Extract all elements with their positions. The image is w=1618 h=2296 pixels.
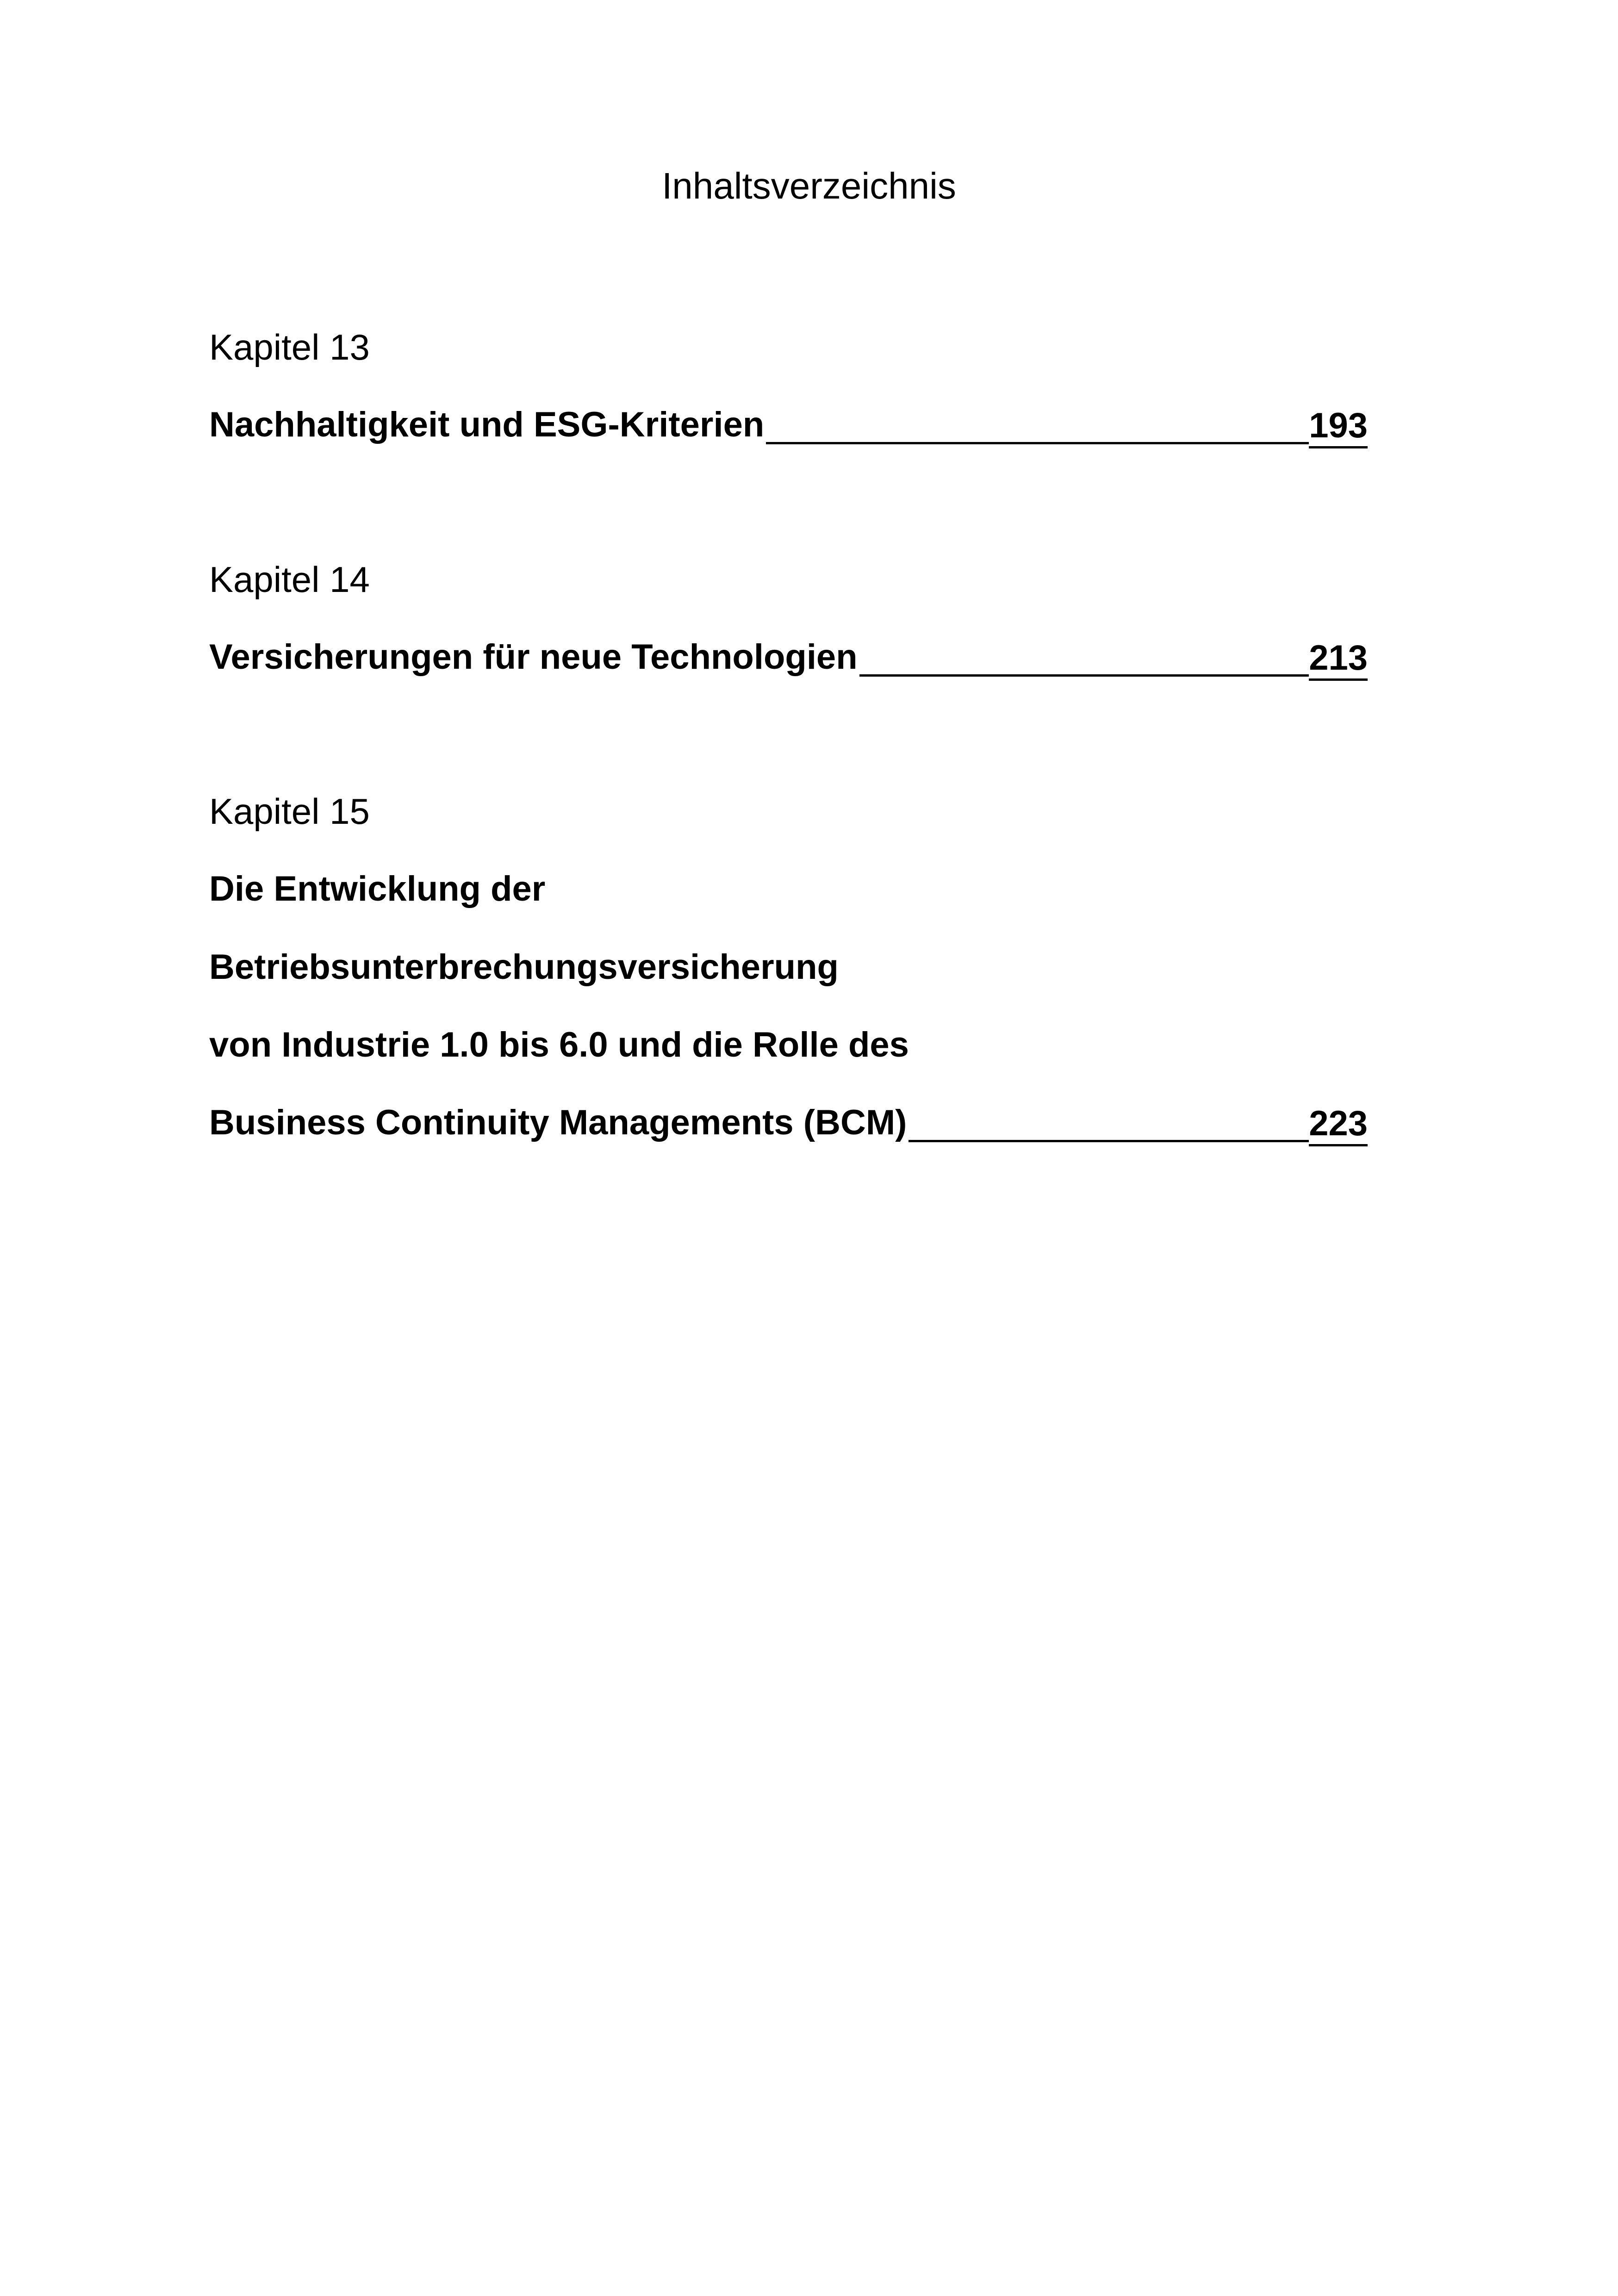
toc-entry-title: Nachhaltigkeit und ESG-Kriterien — [209, 405, 765, 444]
leader-line — [909, 1139, 1309, 1142]
page-title: Inhaltsverzeichnis — [662, 165, 956, 206]
toc-entry-title: Versicherungen für neue Technologien — [209, 637, 858, 677]
toc-entry-chapter-14[interactable] — [209, 634, 1368, 680]
toc-entry-title-line: Die Entwicklung der — [209, 869, 546, 908]
chapter-13-label: Kapitel 13 — [209, 327, 370, 367]
toc-entry-page-number: 193 — [1309, 405, 1368, 448]
chapter-15-label: Kapitel 15 — [209, 791, 370, 832]
toc-entry-chapter-15[interactable] — [209, 1100, 1368, 1146]
toc-entry-title-line: von Industrie 1.0 bis 6.0 und die Rolle des — [209, 1025, 909, 1064]
toc-entry-chapter-13[interactable] — [209, 402, 1368, 448]
toc-entry-title-line: Betriebsunterbrechungsversicherung — [209, 947, 839, 987]
toc-entry-title: Business Continuity Managements (BCM) — [209, 1103, 907, 1142]
leader-line — [859, 674, 1309, 677]
leader-line — [766, 442, 1309, 444]
toc-entry-page-number: 213 — [1309, 638, 1368, 681]
toc-entry-page-number: 223 — [1309, 1103, 1368, 1146]
chapter-14-label: Kapitel 14 — [209, 559, 370, 600]
